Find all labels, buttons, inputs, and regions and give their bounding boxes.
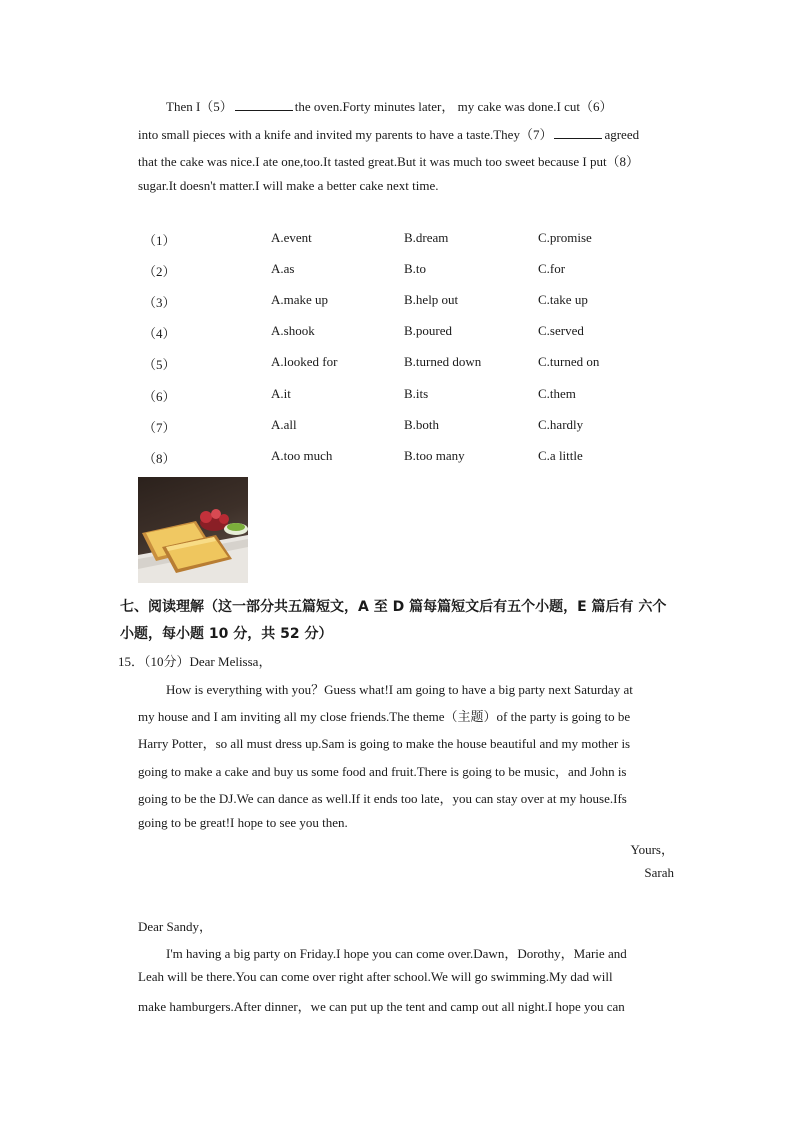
option-row: [0, 230, 794, 250]
option-b: B.to: [404, 261, 427, 276]
option-a: A.as: [271, 261, 295, 276]
letter1-line: going to be the DJ.We can dance as well.If it ends too late，you can stay over at my house.Ifs: [138, 791, 627, 806]
option-b: B.help out: [404, 292, 459, 307]
option-number: （5）: [143, 357, 176, 372]
cloze-text: agreed: [604, 127, 640, 142]
cloze-text: into small pieces with a knife and invited my parents to have a taste.They（7）: [138, 127, 553, 142]
letter1-line: my house and I am inviting all my close friends.The theme（主题）of the party is going to be: [138, 709, 631, 724]
option-a: A.shook: [271, 323, 315, 338]
letter2-line: Leah will be there.You can come over right after school.We will go swimming.My dad will: [138, 969, 613, 984]
option-number: （8）: [143, 451, 176, 466]
cloze-text: the oven.Forty minutes later， my cake was done.I cut（6）: [294, 99, 613, 114]
question-label: 15．（10分）Dear Melissa，: [118, 654, 272, 669]
letter1-line: How is everything with you？Guess what!I am going to have a big party next Saturday at: [166, 682, 633, 697]
option-number: （2）: [143, 264, 176, 279]
option-row: [0, 354, 794, 374]
cloze-line-3: that the cake was nice.I ate one,too.It tasted great.But it was much too sweet because I put（8）: [138, 154, 640, 169]
option-a: A.looked for: [271, 354, 338, 369]
option-b: B.its: [404, 386, 429, 401]
option-a: A.too much: [271, 448, 333, 463]
letter2-line: make hamburgers.After dinner，we can put up the tent and camp out all night.I hope you can: [138, 999, 625, 1014]
option-b: B.poured: [404, 323, 453, 338]
option-b: B.both: [404, 417, 440, 432]
option-row: [0, 417, 794, 437]
cloze-line-2: [138, 124, 639, 143]
option-c: C.for: [538, 261, 566, 276]
answer-blank-7: [554, 126, 602, 139]
letter1-line: Harry Potter，so all must dress up.Sam is going to make the house beautiful and my mother is: [138, 736, 631, 751]
toast-photo: [138, 477, 248, 583]
option-a: A.make up: [271, 292, 329, 307]
cloze-line-1: [166, 96, 613, 115]
option-number: （3）: [143, 295, 176, 310]
option-c: C.take up: [538, 292, 588, 307]
option-number: （7）: [143, 420, 176, 435]
option-row: [0, 386, 794, 406]
option-c: C.turned on: [538, 354, 600, 369]
section-heading-line-2: 小题，每小题 10 分，共 52 分）: [120, 626, 333, 642]
letter2-line: I'm having a big party on Friday.I hope you can come over.Dawn，Dorothy，Marie and: [166, 946, 627, 961]
letter1-line: going to make a cake and buy us some food and fruit.There is going to be music，and John is: [138, 764, 627, 779]
option-row: [0, 292, 794, 312]
option-row: [0, 261, 794, 281]
letter1-closing: Yours，: [630, 842, 674, 857]
letter2-greeting: Dear Sandy，: [138, 919, 213, 934]
option-b: B.too many: [404, 448, 465, 463]
answer-blank-5: [235, 98, 293, 111]
option-c: C.a little: [538, 448, 583, 463]
option-c: C.served: [538, 323, 584, 338]
option-c: C.hardly: [538, 417, 584, 432]
option-a: A.it: [271, 386, 291, 401]
option-a: A.all: [271, 417, 297, 432]
option-row: [0, 323, 794, 343]
option-row: [0, 448, 794, 468]
option-a: A.event: [271, 230, 312, 245]
letter1-signature: Sarah: [644, 865, 674, 880]
option-b: B.dream: [404, 230, 449, 245]
cloze-line-4: sugar.It doesn't matter.I will make a better cake next time.: [138, 178, 439, 193]
option-number: （4）: [143, 326, 176, 341]
option-number: （1）: [143, 233, 176, 248]
option-number: （6）: [143, 389, 176, 404]
option-c: C.them: [538, 386, 576, 401]
section-heading-line-1: 七、阅读理解（这一部分共五篇短文，A 至 D 篇每篇短文后有五个小题，E 篇后有 六个: [120, 599, 667, 615]
cloze-text: Then I（5）: [166, 99, 233, 114]
option-c: C.promise: [538, 230, 592, 245]
option-b: B.turned down: [404, 354, 482, 369]
letter1-line: going to be great!I hope to see you then.: [138, 815, 348, 830]
